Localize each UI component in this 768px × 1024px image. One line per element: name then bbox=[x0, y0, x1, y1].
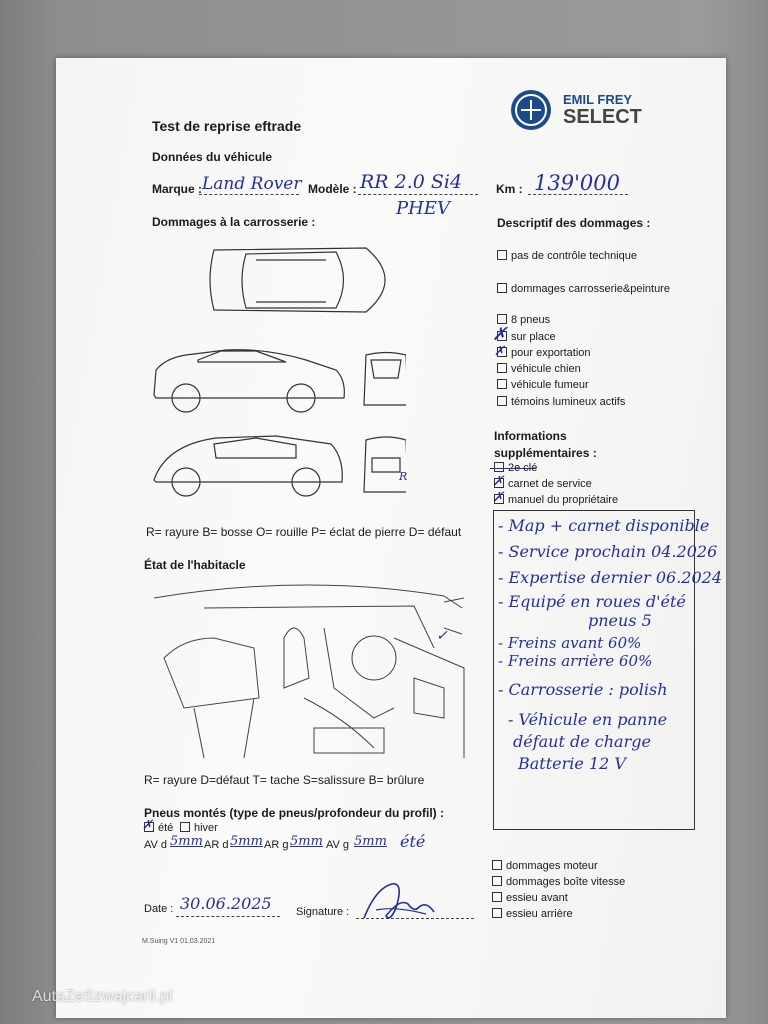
note-line-11: Batterie 12 V bbox=[518, 754, 626, 773]
date-label: Date : bbox=[144, 903, 174, 915]
car-body-diagram bbox=[146, 230, 406, 510]
note-line-9: - Véhicule en panne bbox=[508, 710, 668, 729]
check-mark-icon: ✗ bbox=[493, 489, 504, 504]
check-mark-icon: ✗ bbox=[492, 324, 508, 344]
km-value: 139'000 bbox=[534, 171, 620, 195]
footer-code: M.Suing V1 01.03.2021 bbox=[142, 938, 216, 945]
note-line-10: défaut de charge bbox=[513, 732, 651, 751]
bottom-option-4: essieu arrière bbox=[492, 908, 573, 920]
tire-summer-option: été bbox=[144, 822, 173, 834]
note-line-3: - Expertise dernier 06.2024 bbox=[498, 568, 723, 587]
marque-line bbox=[199, 194, 299, 195]
car-interior-diagram bbox=[144, 578, 474, 768]
checkbox[interactable] bbox=[497, 250, 507, 260]
logo-emblem-icon bbox=[511, 90, 551, 130]
check-mark-icon: ✗ bbox=[142, 817, 153, 832]
damage-option-4: sur place bbox=[497, 331, 556, 343]
section-damage-desc: Descriptif des dommages : bbox=[497, 216, 651, 230]
date-value: 30.06.2025 bbox=[180, 894, 272, 913]
signature-label: Signature : bbox=[296, 906, 350, 918]
damage-option-1: pas de contrôle technique bbox=[497, 248, 637, 264]
note-line-2: - Service prochain 04.2026 bbox=[498, 542, 718, 561]
info-option-3: manuel du propriétaire bbox=[494, 494, 618, 506]
checkbox[interactable] bbox=[492, 892, 502, 902]
note-line-4: - Equipé en roues d'été bbox=[498, 592, 686, 611]
tire-av-g-value: 5mm bbox=[354, 834, 387, 849]
note-line-6: - Freins avant 60% bbox=[498, 634, 642, 652]
interior-legend: R= rayure D=défaut T= tache S=salissure B= brûlure bbox=[144, 773, 425, 787]
note-line-5: pneus 5 bbox=[588, 611, 652, 630]
checkbox[interactable] bbox=[497, 363, 507, 373]
marque-label: Marque : bbox=[152, 182, 203, 196]
tire-av-d-value: 5mm bbox=[170, 834, 203, 849]
bottom-option-1: dommages moteur bbox=[492, 860, 598, 872]
bottom-option-3: essieu avant bbox=[492, 892, 568, 904]
tire-winter-option: hiver bbox=[180, 822, 218, 834]
damage-option-8: témoins lumineux actifs bbox=[497, 396, 625, 408]
checkbox[interactable] bbox=[492, 908, 502, 918]
watermark: AutaZeSzwajcarii.pl bbox=[32, 988, 173, 1005]
section-interior: État de l'habitacle bbox=[144, 558, 246, 572]
tire-av-d-label: AV d bbox=[144, 839, 168, 851]
info-option-1: 2e clé bbox=[494, 462, 537, 474]
checkbox[interactable] bbox=[497, 314, 507, 324]
inspection-form-sheet bbox=[56, 58, 726, 1018]
modele-label: Modèle : bbox=[308, 182, 357, 196]
svg-text:✓: ✓ bbox=[436, 627, 448, 643]
strike-through bbox=[490, 468, 536, 469]
modele-value: RR 2.0 Si4 bbox=[360, 171, 463, 193]
checkbox[interactable] bbox=[492, 876, 502, 886]
brand-line1: EMIL FREY bbox=[563, 92, 633, 107]
rear-damage-mark: R bbox=[399, 470, 408, 483]
checkbox[interactable] bbox=[497, 379, 507, 389]
check-mark-icon: ✗ bbox=[494, 343, 505, 358]
bottom-option-2: dommages boîte vitesse bbox=[492, 876, 625, 888]
handwritten-signature bbox=[356, 878, 446, 926]
section-vehicle: Données du véhicule bbox=[152, 150, 273, 164]
tire-ar-g-label: AR g bbox=[264, 839, 289, 851]
tire-type-handwritten: été bbox=[400, 832, 426, 851]
section-tires: Pneus montés (type de pneus/profondeur du profil) : bbox=[144, 806, 445, 820]
date-line bbox=[176, 916, 280, 917]
info-option-2: carnet de service bbox=[494, 478, 592, 490]
damage-option-7: véhicule fumeur bbox=[497, 379, 589, 391]
tire-ar-g-value: 5mm bbox=[290, 834, 323, 849]
damage-option-3: 8 pneus bbox=[497, 314, 550, 326]
damage-option-2: dommages carrosserie&peinture bbox=[497, 281, 670, 297]
checkbox[interactable] bbox=[497, 396, 507, 406]
section-info: Informations supplémentaires : bbox=[494, 429, 597, 460]
checkbox[interactable] bbox=[180, 822, 190, 832]
tire-ar-d-value: 5mm bbox=[230, 834, 263, 849]
note-line-8: - Carrosserie : polish bbox=[498, 680, 668, 699]
note-line-1: - Map + carnet disponible bbox=[498, 516, 710, 535]
damage-option-6: véhicule chien bbox=[497, 363, 581, 375]
tire-ar-d-label: AR d bbox=[204, 839, 229, 851]
form-title: Test de reprise eftrade bbox=[152, 118, 302, 134]
check-mark-icon: ✗ bbox=[493, 473, 504, 488]
km-label: Km : bbox=[496, 182, 523, 196]
damage-option-5: pour exportation bbox=[497, 347, 591, 359]
checkbox[interactable] bbox=[494, 462, 504, 472]
body-legend: R= rayure B= bosse O= rouille P= éclat de pierre D= défaut bbox=[146, 525, 462, 539]
emil-frey-logo-icon bbox=[511, 90, 551, 130]
modele-value-2: PHEV bbox=[396, 198, 450, 219]
section-body-damage: Dommages à la carrosserie : bbox=[152, 215, 316, 229]
marque-value: Land Rover bbox=[202, 174, 302, 194]
checkbox[interactable] bbox=[492, 860, 502, 870]
checkbox[interactable] bbox=[497, 283, 507, 293]
tire-av-g-label: AV g bbox=[326, 839, 350, 851]
modele-line bbox=[358, 194, 478, 195]
note-line-7: - Freins arrière 60% bbox=[498, 652, 653, 670]
brand-line2: SELECT bbox=[563, 106, 642, 128]
